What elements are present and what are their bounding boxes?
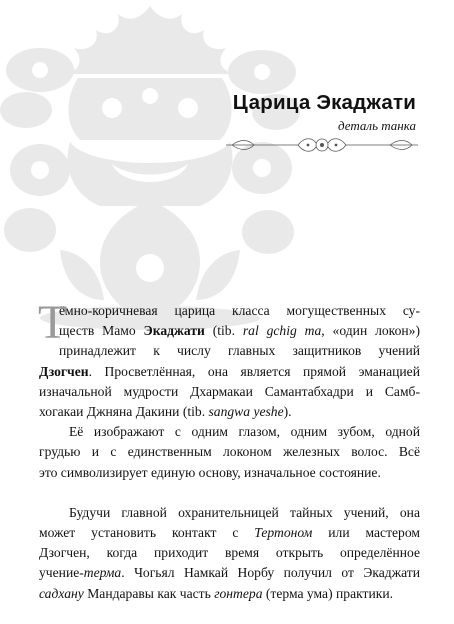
paragraph-line: Дзогчен. Просветлённая, она является прямой эманацией: [39, 363, 420, 379]
paragraph-line: грудью и с единственным локоном железных волос. Всё: [39, 444, 420, 460]
paragraph-line: ёмно-коричневая царица класса могущественных су-: [59, 303, 420, 318]
paragraph-line: Её изображают с одним глазом, одним зубом, одной: [69, 424, 420, 440]
article-body: [38, 296, 420, 604]
deity-ornament-icon: [0, 0, 300, 330]
paragraph-line: садхану Мандаравы как часть гонтера (терма ума) практики.: [39, 585, 394, 601]
paragraph-line: изначальной мудрости Дхармакаи Самантабхадри и Самб-: [39, 383, 420, 399]
paragraph-line: может установить контакт с Тертоном или мастером: [39, 525, 420, 541]
floral-divider-icon: [226, 133, 418, 157]
paragraph-line: хогакаи Джняна Дакини (tib. sangwa yeshe).: [39, 404, 292, 420]
drop-cap: Т: [38, 296, 68, 349]
paragraph-line: это символизирует единую основу, изначальное состояние.: [39, 464, 381, 480]
paragraph-line: Будучи главной охранительницей тайных учений, она: [69, 504, 420, 520]
page-title: Царица Экаджати: [232, 91, 416, 114]
paragraph-line: Дзогчен, когда приходит время открыть определённое: [39, 545, 420, 561]
page-subtitle: деталь танка: [338, 118, 416, 133]
paragraph-line: принадлежит к числу главных защитников учений: [59, 343, 420, 359]
paragraph-line: учение-терма. Чогьял Намкай Норбу получил от Экаджати: [39, 565, 420, 581]
paragraph-line: ществ Мамо Экаджати (tib. ral gchig ma, «один локон»): [59, 323, 420, 339]
